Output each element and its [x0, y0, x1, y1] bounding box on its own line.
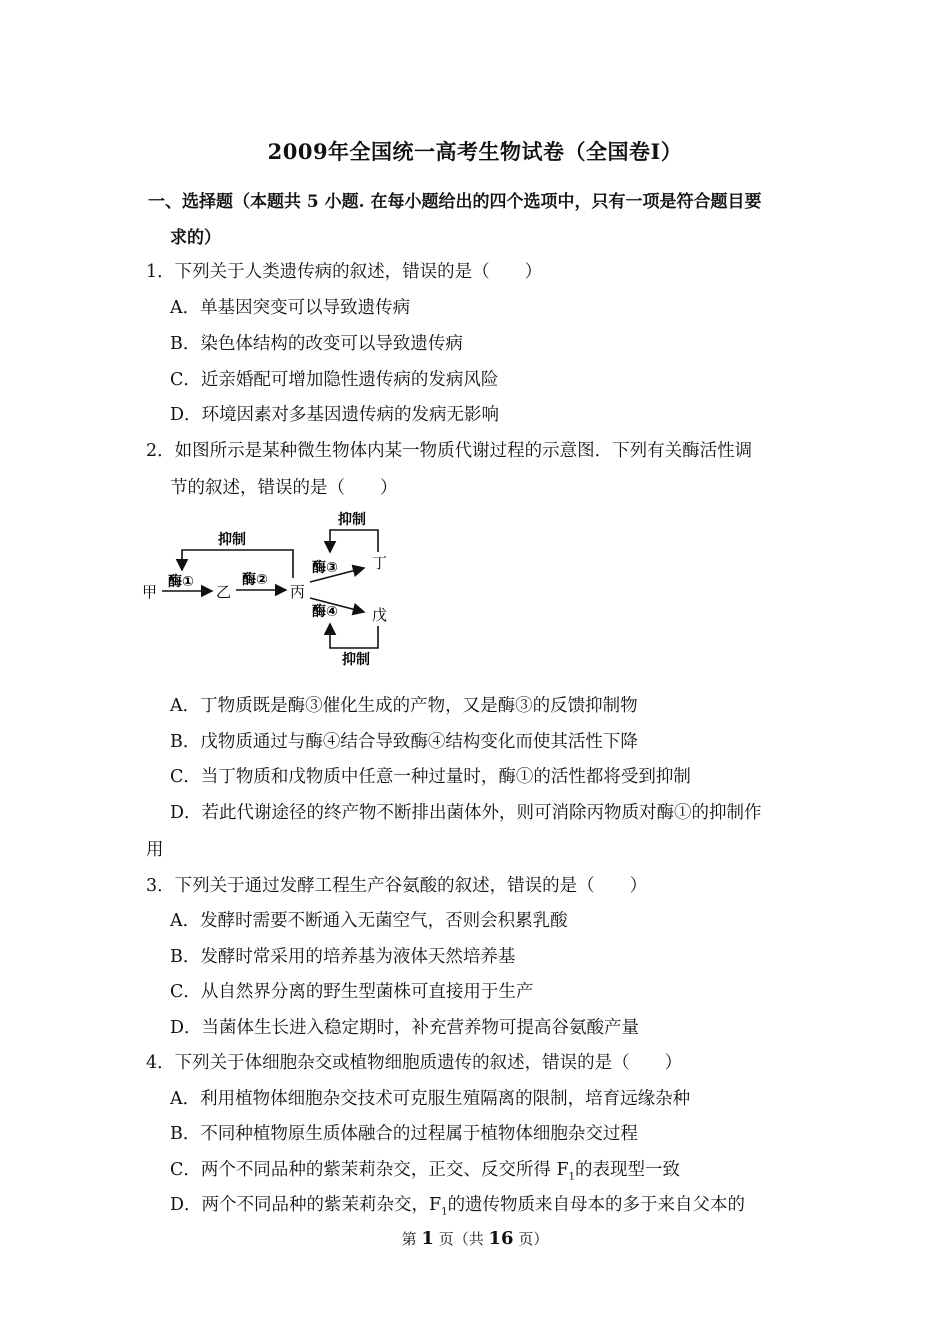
question-4-option-d: [170, 1191, 745, 1218]
label-enzyme1: 酶①: [168, 574, 194, 590]
inhibit-arrow-ding-to-enzyme3: [330, 530, 378, 552]
question-4-option-d-pre: D．两个不同品种的紫茉莉杂交，F: [170, 1195, 442, 1215]
question-2-stem: 2．如图所示是某种微生物体内某一物质代谢过程的示意图．下列有关酶活性调: [146, 441, 753, 461]
label-inhibit-1: 抑制: [218, 532, 246, 548]
label-wu: 戊: [372, 606, 388, 624]
question-4-option-c-pre: C．两个不同品种的紫茉莉杂交，正交、反交所得 F: [170, 1160, 569, 1180]
inhibit-arrow-wu-to-enzyme4: [330, 624, 378, 648]
label-inhibit-3: 抑制: [342, 652, 370, 668]
question-1-option-b: B．染色体结构的改变可以导致遗传病: [170, 334, 463, 354]
question-3-option-a: A．发酵时需要不断通入无菌空气，否则会积累乳酸: [170, 911, 568, 931]
subscript-f1: 1: [441, 1206, 448, 1218]
page-footer: [0, 1228, 950, 1249]
question-4-option-b: B．不同种植物原生质体融合的过程属于植物体细胞杂交过程: [170, 1124, 638, 1144]
footer-page-number: 1: [421, 1228, 434, 1249]
question-4-option-c-post: 的表现型一致: [574, 1160, 680, 1180]
label-enzyme3: 酶③: [312, 560, 338, 576]
question-2-option-b: B．戊物质通过与酶④结合导致酶④结构变化而使其活性下降: [170, 732, 638, 752]
section-heading-line1: 一、选择题（本题共 5 小题. 在每小题给出的四个选项中，只有一项是符合题目要: [148, 192, 762, 212]
question-2-option-d: D．若此代谢途径的终产物不断排出菌体外，则可消除丙物质对酶①的抑制作: [170, 803, 762, 823]
question-3-option-b: B．发酵时常采用的培养基为液体天然培养基: [170, 947, 516, 967]
question-2-option-d-cont: 用: [146, 840, 164, 860]
metabolic-pathway-diagram: [138, 506, 398, 670]
label-yi: 乙: [216, 583, 232, 601]
question-3-option-d: D．当菌体生长进入稳定期时，补充营养物可提高谷氨酸产量: [170, 1018, 640, 1038]
question-2-option-a: A．丁物质既是酶③催化生成的产物，又是酶③的反馈抑制物: [170, 696, 638, 716]
section-heading-line2: 求的）: [170, 228, 221, 248]
question-4-option-d-post: 的遗传物质来自母本的多于来自父本的: [447, 1195, 746, 1215]
footer-pre: 第: [401, 1230, 422, 1248]
question-2-stem-cont: 节的叙述，错误的是（ ）: [170, 478, 398, 498]
question-2-option-c: C．当丁物质和戊物质中任意一种过量时，酶①的活性都将受到抑制: [170, 767, 691, 787]
question-4-stem: 4．下列关于体细胞杂交或植物细胞质遗传的叙述，错误的是（ ）: [146, 1053, 683, 1073]
footer-mid: 页（共: [433, 1230, 489, 1248]
label-ding: 丁: [372, 554, 388, 572]
question-1-stem: 1．下列关于人类遗传病的叙述，错误的是（ ）: [146, 262, 543, 282]
label-enzyme2: 酶②: [242, 572, 268, 588]
question-3-option-c: C．从自然界分离的野生型菌株可直接用于生产: [170, 982, 534, 1002]
question-1-option-d: D．环境因素对多基因遗传病的发病无影响: [170, 405, 500, 425]
page-title: 2009年全国统一高考生物试卷（全国卷Ⅰ）: [267, 139, 683, 164]
question-1-option-c: C．近亲婚配可增加隐性遗传病的发病风险: [170, 370, 499, 390]
question-4-option-a: A．利用植物体细胞杂交技术可克服生殖隔离的限制，培育远缘杂种: [170, 1089, 691, 1109]
question-3-stem: 3．下列关于通过发酵工程生产谷氨酸的叙述，错误的是（ ）: [146, 876, 648, 896]
question-4-option-c: [170, 1156, 680, 1183]
inhibit-arrow-bing-to-enzyme1: [182, 550, 293, 578]
label-bing: 丙: [290, 583, 306, 601]
footer-post: 页）: [513, 1230, 549, 1248]
footer-total-pages: 16: [488, 1228, 514, 1249]
label-inhibit-2: 抑制: [338, 512, 366, 528]
label-jia: 甲: [142, 583, 158, 601]
subscript-f1: 1: [568, 1171, 575, 1183]
question-1-option-a: A．单基因突变可以导致遗传病: [170, 298, 411, 318]
label-enzyme4: 酶④: [312, 604, 338, 620]
section-heading: [148, 184, 818, 256]
